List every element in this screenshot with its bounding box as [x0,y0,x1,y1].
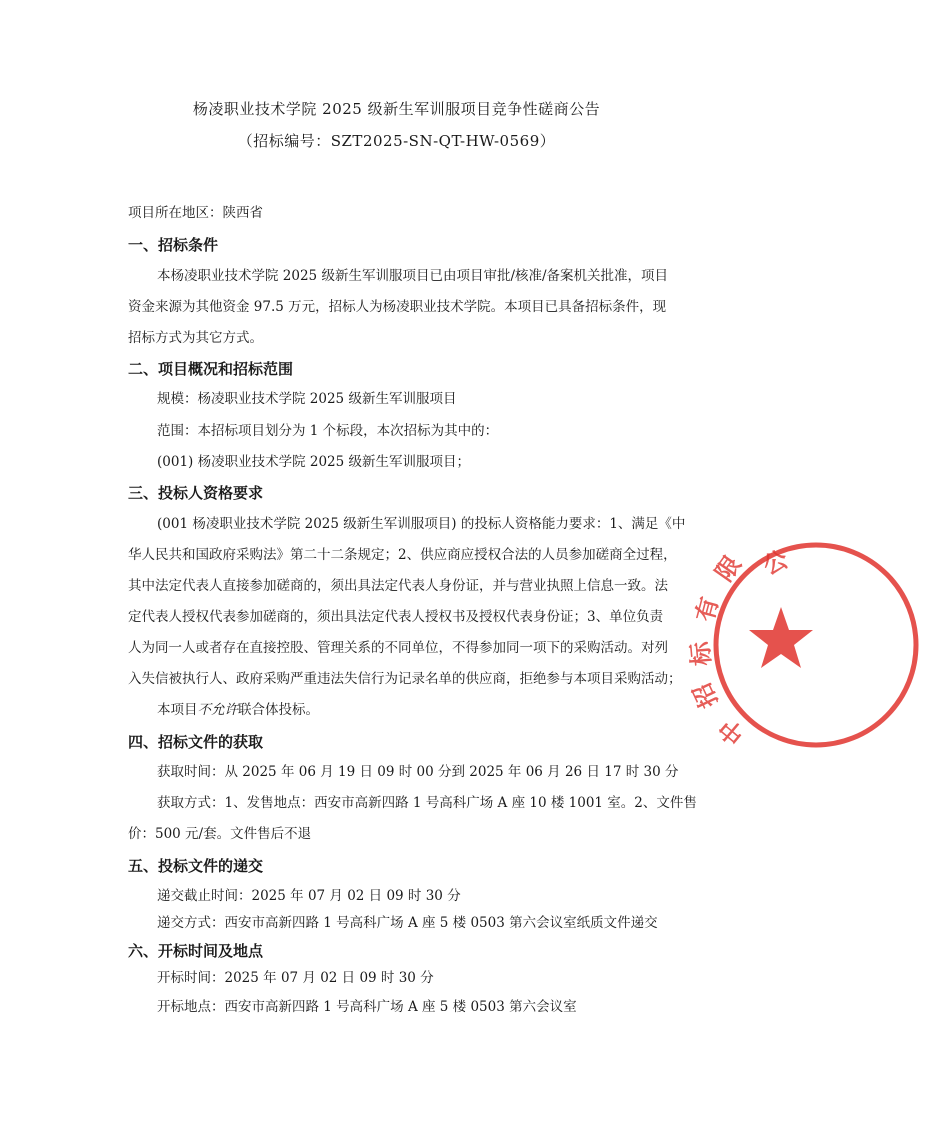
section-2-heading: 二、项目概况和招标范围 [128,360,294,378]
s3-line-3: 其中法定代表人直接参加磋商的，须出具法定代表人身份证，并与营业执照上信息一致。法 [128,578,668,594]
project-region: 项目所在地区：陕西省 [128,205,263,221]
s1-line-3: 招标方式为其它方式。 [128,330,263,346]
s2-line-2: 范围：本招标项目划分为 1 个标段，本次招标为其中的： [157,423,499,439]
svg-text:标: 标 [685,640,716,667]
tender-code: （招标编号：SZT2025-SN-QT-HW-0569） [237,132,556,150]
s4-line-3: 价：500 元/套。文件售后不退 [128,826,312,842]
svg-text:有: 有 [690,594,725,625]
section-6-heading: 六、开标时间及地点 [128,942,264,960]
svg-text:招: 招 [687,678,724,713]
s2-line-1: 规模：杨凌职业技术学院 2025 级新生军训服项目 [157,391,457,407]
s3-line-2: 华人民共和国政府采购法》第二十二条规定；2、供应商应授权合法的人员参加磋商全过程， [128,547,677,563]
svg-text:公: 公 [758,544,793,581]
svg-text:中: 中 [713,712,750,750]
s3-line-7-b: 不允许 [197,702,238,718]
section-5-heading: 五、投标文件的递交 [128,857,264,875]
s1-line-1: 本杨凌职业技术学院 2025 级新生军训服项目已由项目审批/核准/备案机关批准，项目 [157,268,669,284]
s6-line-2: 开标地点：西安市高新四路 1 号高科广场 A 座 5 楼 0503 第六会议室 [157,999,577,1015]
page-title: 杨凌职业技术学院 2025 级新生军训服项目竞争性磋商公告 [192,100,601,118]
s5-line-1: 递交截止时间：2025 年 07 月 02 日 09 时 30 分 [157,888,461,904]
svg-text:限: 限 [709,550,747,587]
company-seal [685,535,926,755]
s5-line-2: 递交方式：西安市高新四路 1 号高科广场 A 座 5 楼 0503 第六会议室纸质文件递交 [157,915,658,931]
s4-line-1: 获取时间：从 2025 年 06 月 19 日 09 时 00 分到 2025 年 06 月 26 日 17 时 30 分 [157,764,679,780]
section-4-heading: 四、招标文件的获取 [128,733,264,751]
section-3-heading: 三、投标人资格要求 [128,484,264,502]
s1-line-2: 资金来源为其他资金 97.5 万元，招标人为杨凌职业技术学院。本项目已具备招标条件，现 [128,299,667,315]
s3-line-7-c: 联合体投标。 [238,702,319,718]
s6-line-1: 开标时间：2025 年 07 月 02 日 09 时 30 分 [157,970,434,986]
s3-line-7-a: 本项目 [157,702,198,718]
s4-line-2: 获取方式：1、发售地点：西安市高新四路 1 号高科广场 A 座 10 楼 1001 室。2、文件售 [157,795,697,811]
s3-line-4: 定代表人授权代表参加磋商的，须出具法定代表人授权书及授权代表身份证；3、单位负责 [128,609,664,625]
s2-line-3: (001) 杨凌职业技术学院 2025 级新生军训服项目； [157,454,471,470]
s3-line-7 [157,700,319,720]
s3-line-6: 入失信被执行人、政府采购严重违法失信行为记录名单的供应商，拒绝参与本项目采购活动； [128,671,682,687]
s3-line-1: (001 杨凌职业技术学院 2025 级新生军训服项目) 的投标人资格能力要求：1、满足《中 [157,516,686,532]
s3-line-5: 人为同一人或者存在直接控股、管理关系的不同单位，不得参加同一项下的采购活动。对列 [128,640,668,656]
section-1-heading: 一、招标条件 [128,236,219,254]
